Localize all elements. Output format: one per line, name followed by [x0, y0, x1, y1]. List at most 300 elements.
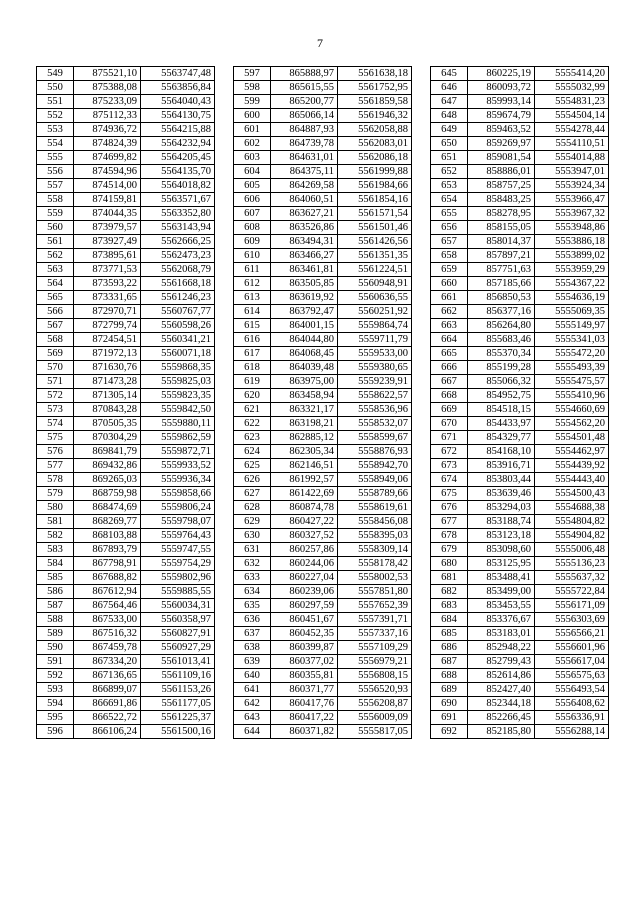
table-row: [37, 95, 215, 109]
point-number-cell: 563: [37, 263, 74, 277]
point-number-cell: 655: [431, 207, 468, 221]
table-row: [431, 319, 609, 333]
x-coordinate-cell: 867459,78: [74, 641, 141, 655]
table-row: [431, 151, 609, 165]
point-number-cell: 667: [431, 375, 468, 389]
x-coordinate-cell: 857897,21: [468, 249, 535, 263]
x-coordinate-cell: 867136,65: [74, 669, 141, 683]
y-coordinate-cell: 5564205,45: [141, 151, 215, 165]
table-row: [37, 585, 215, 599]
point-number-cell: 611: [234, 263, 271, 277]
x-coordinate-cell: 874044,35: [74, 207, 141, 221]
table-row: [234, 599, 412, 613]
x-coordinate-cell: 858483,25: [468, 193, 535, 207]
point-number-cell: 621: [234, 403, 271, 417]
x-coordinate-cell: 867564,46: [74, 599, 141, 613]
x-coordinate-cell: 865615,55: [271, 81, 338, 95]
x-coordinate-cell: 853376,67: [468, 613, 535, 627]
x-coordinate-cell: 870843,28: [74, 403, 141, 417]
table-row: [234, 403, 412, 417]
point-number-cell: 553: [37, 123, 74, 137]
point-number-cell: 591: [37, 655, 74, 669]
coordinates-table-1: [36, 66, 215, 739]
x-coordinate-cell: 867688,82: [74, 571, 141, 585]
table-row: [37, 431, 215, 445]
point-number-cell: 581: [37, 515, 74, 529]
y-coordinate-cell: 5559823,35: [141, 389, 215, 403]
table-row: [431, 67, 609, 81]
table-row: [234, 459, 412, 473]
x-coordinate-cell: 860371,77: [271, 683, 338, 697]
x-coordinate-cell: 852185,80: [468, 725, 535, 739]
y-coordinate-cell: 5556208,87: [338, 697, 412, 711]
x-coordinate-cell: 866522,72: [74, 711, 141, 725]
y-coordinate-cell: 5559885,55: [141, 585, 215, 599]
point-number-cell: 633: [234, 571, 271, 585]
x-coordinate-cell: 863466,27: [271, 249, 338, 263]
y-coordinate-cell: 5555136,23: [535, 557, 609, 571]
x-coordinate-cell: 865066,14: [271, 109, 338, 123]
table-row: [37, 641, 215, 655]
x-coordinate-cell: 874936,72: [74, 123, 141, 137]
x-coordinate-cell: 871630,76: [74, 361, 141, 375]
x-coordinate-cell: 863526,86: [271, 221, 338, 235]
table-row: [431, 585, 609, 599]
x-coordinate-cell: 859463,52: [468, 123, 535, 137]
table-row: [37, 711, 215, 725]
point-number-cell: 617: [234, 347, 271, 361]
x-coordinate-cell: 873895,61: [74, 249, 141, 263]
x-coordinate-cell: 874594,96: [74, 165, 141, 179]
y-coordinate-cell: 5560034,31: [141, 599, 215, 613]
point-number-cell: 670: [431, 417, 468, 431]
y-coordinate-cell: 5558532,07: [338, 417, 412, 431]
table-row: [37, 417, 215, 431]
x-coordinate-cell: 874824,39: [74, 137, 141, 151]
point-number-cell: 685: [431, 627, 468, 641]
x-coordinate-cell: 866899,07: [74, 683, 141, 697]
point-number-cell: 579: [37, 487, 74, 501]
y-coordinate-cell: 5564232,94: [141, 137, 215, 151]
y-coordinate-cell: 5559825,03: [141, 375, 215, 389]
y-coordinate-cell: 5560827,91: [141, 627, 215, 641]
table-row: [234, 641, 412, 655]
table-row: [431, 347, 609, 361]
point-number-cell: 656: [431, 221, 468, 235]
table-row: [37, 235, 215, 249]
x-coordinate-cell: 864044,80: [271, 333, 338, 347]
point-number-cell: 671: [431, 431, 468, 445]
table-row: [37, 627, 215, 641]
x-coordinate-cell: 870505,35: [74, 417, 141, 431]
y-coordinate-cell: 5559711,79: [338, 333, 412, 347]
point-number-cell: 625: [234, 459, 271, 473]
y-coordinate-cell: 5555032,99: [535, 81, 609, 95]
y-coordinate-cell: 5561246,23: [141, 291, 215, 305]
table-row: [431, 473, 609, 487]
y-coordinate-cell: 5555475,57: [535, 375, 609, 389]
y-coordinate-cell: 5561859,58: [338, 95, 412, 109]
x-coordinate-cell: 864039,48: [271, 361, 338, 375]
y-coordinate-cell: 5559533,00: [338, 347, 412, 361]
table-row: [37, 599, 215, 613]
x-coordinate-cell: 860452,35: [271, 627, 338, 641]
x-coordinate-cell: 867798,91: [74, 557, 141, 571]
point-number-cell: 646: [431, 81, 468, 95]
point-number-cell: 573: [37, 403, 74, 417]
table-row: [234, 711, 412, 725]
y-coordinate-cell: 5556575,63: [535, 669, 609, 683]
point-number-cell: 549: [37, 67, 74, 81]
x-coordinate-cell: 875521,10: [74, 67, 141, 81]
x-coordinate-cell: 873331,65: [74, 291, 141, 305]
x-coordinate-cell: 855370,34: [468, 347, 535, 361]
x-coordinate-cell: 860297,59: [271, 599, 338, 613]
y-coordinate-cell: 5560071,18: [141, 347, 215, 361]
point-number-cell: 664: [431, 333, 468, 347]
table-row: [37, 347, 215, 361]
y-coordinate-cell: 5558395,03: [338, 529, 412, 543]
x-coordinate-cell: 865200,77: [271, 95, 338, 109]
table-row: [431, 725, 609, 739]
table-row: [234, 627, 412, 641]
point-number-cell: 556: [37, 165, 74, 179]
point-number-cell: 679: [431, 543, 468, 557]
x-coordinate-cell: 853125,95: [468, 557, 535, 571]
table-row: [234, 473, 412, 487]
x-coordinate-cell: 853803,44: [468, 473, 535, 487]
x-coordinate-cell: 860417,76: [271, 697, 338, 711]
y-coordinate-cell: 5559764,43: [141, 529, 215, 543]
table-row: [37, 655, 215, 669]
point-number-cell: 648: [431, 109, 468, 123]
x-coordinate-cell: 852948,22: [468, 641, 535, 655]
point-number-cell: 663: [431, 319, 468, 333]
x-coordinate-cell: 864887,93: [271, 123, 338, 137]
y-coordinate-cell: 5561999,88: [338, 165, 412, 179]
y-coordinate-cell: 5560598,26: [141, 319, 215, 333]
point-number-cell: 681: [431, 571, 468, 585]
y-coordinate-cell: 5555341,03: [535, 333, 609, 347]
point-number-cell: 616: [234, 333, 271, 347]
table-row: [234, 221, 412, 235]
point-number-cell: 558: [37, 193, 74, 207]
table-row: [37, 403, 215, 417]
y-coordinate-cell: 5561984,66: [338, 179, 412, 193]
x-coordinate-cell: 852427,40: [468, 683, 535, 697]
point-number-cell: 605: [234, 179, 271, 193]
point-number-cell: 615: [234, 319, 271, 333]
table-row: [37, 501, 215, 515]
x-coordinate-cell: 867516,32: [74, 627, 141, 641]
x-coordinate-cell: 860244,06: [271, 557, 338, 571]
point-number-cell: 604: [234, 165, 271, 179]
y-coordinate-cell: 5556493,54: [535, 683, 609, 697]
point-number-cell: 599: [234, 95, 271, 109]
x-coordinate-cell: 864631,01: [271, 151, 338, 165]
y-coordinate-cell: 5564135,70: [141, 165, 215, 179]
point-number-cell: 678: [431, 529, 468, 543]
x-coordinate-cell: 853488,41: [468, 571, 535, 585]
table-row: [234, 263, 412, 277]
point-number-cell: 594: [37, 697, 74, 711]
table-row: [234, 305, 412, 319]
y-coordinate-cell: 5558876,93: [338, 445, 412, 459]
point-number-cell: 582: [37, 529, 74, 543]
point-number-cell: 614: [234, 305, 271, 319]
y-coordinate-cell: 5559862,59: [141, 431, 215, 445]
x-coordinate-cell: 856377,16: [468, 305, 535, 319]
table-row: [37, 697, 215, 711]
table-row: [431, 501, 609, 515]
table-row: [234, 361, 412, 375]
x-coordinate-cell: 859269,97: [468, 137, 535, 151]
y-coordinate-cell: 5557109,29: [338, 641, 412, 655]
x-coordinate-cell: 867893,79: [74, 543, 141, 557]
table-row: [234, 347, 412, 361]
y-coordinate-cell: 5560251,92: [338, 305, 412, 319]
table-row: [431, 641, 609, 655]
y-coordinate-cell: 5554660,69: [535, 403, 609, 417]
y-coordinate-cell: 5561854,16: [338, 193, 412, 207]
y-coordinate-cell: 5559747,55: [141, 543, 215, 557]
page-number: 7: [317, 36, 323, 50]
x-coordinate-cell: 864001,15: [271, 319, 338, 333]
y-coordinate-cell: 5563352,80: [141, 207, 215, 221]
point-number-cell: 593: [37, 683, 74, 697]
point-number-cell: 691: [431, 711, 468, 725]
x-coordinate-cell: 860225,19: [468, 67, 535, 81]
y-coordinate-cell: 5554904,82: [535, 529, 609, 543]
table-row: [234, 319, 412, 333]
table-row: [431, 333, 609, 347]
point-number-cell: 606: [234, 193, 271, 207]
table-row: [37, 459, 215, 473]
table-row: [234, 165, 412, 179]
point-number-cell: 557: [37, 179, 74, 193]
table-row: [37, 221, 215, 235]
table-row: [37, 515, 215, 529]
table-row: [37, 249, 215, 263]
y-coordinate-cell: 5558622,57: [338, 389, 412, 403]
table-row: [234, 683, 412, 697]
x-coordinate-cell: 864068,45: [271, 347, 338, 361]
x-coordinate-cell: 854168,10: [468, 445, 535, 459]
point-number-cell: 554: [37, 137, 74, 151]
table-row: [37, 193, 215, 207]
x-coordinate-cell: 854329,77: [468, 431, 535, 445]
point-number-cell: 634: [234, 585, 271, 599]
x-coordinate-cell: 856850,53: [468, 291, 535, 305]
table-row: [37, 445, 215, 459]
point-number-cell: 668: [431, 389, 468, 403]
y-coordinate-cell: 5560767,77: [141, 305, 215, 319]
table-row: [431, 417, 609, 431]
point-number-cell: 550: [37, 81, 74, 95]
point-number-cell: 688: [431, 669, 468, 683]
point-number-cell: 569: [37, 347, 74, 361]
x-coordinate-cell: 867533,00: [74, 613, 141, 627]
point-number-cell: 684: [431, 613, 468, 627]
y-coordinate-cell: 5562666,25: [141, 235, 215, 249]
point-number-cell: 666: [431, 361, 468, 375]
y-coordinate-cell: 5559864,74: [338, 319, 412, 333]
point-number-cell: 585: [37, 571, 74, 585]
table-row: [37, 81, 215, 95]
point-number-cell: 574: [37, 417, 74, 431]
point-number-cell: 637: [234, 627, 271, 641]
y-coordinate-cell: 5556566,21: [535, 627, 609, 641]
x-coordinate-cell: 853639,46: [468, 487, 535, 501]
coordinates-table-2: [233, 66, 412, 739]
table-row: [234, 487, 412, 501]
x-coordinate-cell: 852344,18: [468, 697, 535, 711]
point-number-cell: 559: [37, 207, 74, 221]
point-number-cell: 683: [431, 599, 468, 613]
point-number-cell: 571: [37, 375, 74, 389]
x-coordinate-cell: 873927,49: [74, 235, 141, 249]
table-row: [431, 459, 609, 473]
point-number-cell: 602: [234, 137, 271, 151]
x-coordinate-cell: 853183,01: [468, 627, 535, 641]
x-coordinate-cell: 860257,86: [271, 543, 338, 557]
y-coordinate-cell: 5559868,35: [141, 361, 215, 375]
y-coordinate-cell: 5555817,05: [338, 725, 412, 739]
point-number-cell: 680: [431, 557, 468, 571]
x-coordinate-cell: 857185,66: [468, 277, 535, 291]
point-number-cell: 623: [234, 431, 271, 445]
x-coordinate-cell: 860417,22: [271, 711, 338, 725]
y-coordinate-cell: 5555410,96: [535, 389, 609, 403]
point-number-cell: 565: [37, 291, 74, 305]
y-coordinate-cell: 5561013,41: [141, 655, 215, 669]
point-number-cell: 630: [234, 529, 271, 543]
point-number-cell: 657: [431, 235, 468, 249]
point-number-cell: 601: [234, 123, 271, 137]
y-coordinate-cell: 5561571,54: [338, 207, 412, 221]
x-coordinate-cell: 874159,81: [74, 193, 141, 207]
x-coordinate-cell: 868474,69: [74, 501, 141, 515]
table-row: [431, 627, 609, 641]
point-number-cell: 552: [37, 109, 74, 123]
point-number-cell: 653: [431, 179, 468, 193]
x-coordinate-cell: 858278,95: [468, 207, 535, 221]
x-coordinate-cell: 873771,53: [74, 263, 141, 277]
x-coordinate-cell: 862146,51: [271, 459, 338, 473]
point-number-cell: 676: [431, 501, 468, 515]
point-number-cell: 588: [37, 613, 74, 627]
table-row: [37, 529, 215, 543]
table-row: [234, 557, 412, 571]
x-coordinate-cell: 858014,37: [468, 235, 535, 249]
table-row: [37, 571, 215, 585]
point-number-cell: 577: [37, 459, 74, 473]
table-row: [234, 375, 412, 389]
table-row: [234, 389, 412, 403]
x-coordinate-cell: 853499,00: [468, 585, 535, 599]
table-row: [37, 557, 215, 571]
point-number-cell: 641: [234, 683, 271, 697]
y-coordinate-cell: 5554636,19: [535, 291, 609, 305]
table-row: [37, 179, 215, 193]
x-coordinate-cell: 854433,97: [468, 417, 535, 431]
x-coordinate-cell: 863198,21: [271, 417, 338, 431]
x-coordinate-cell: 857751,63: [468, 263, 535, 277]
y-coordinate-cell: 5555414,20: [535, 67, 609, 81]
y-coordinate-cell: 5559858,66: [141, 487, 215, 501]
point-number-cell: 624: [234, 445, 271, 459]
x-coordinate-cell: 861422,69: [271, 487, 338, 501]
point-number-cell: 584: [37, 557, 74, 571]
x-coordinate-cell: 862305,34: [271, 445, 338, 459]
table-row: [234, 725, 412, 739]
y-coordinate-cell: 5555006,48: [535, 543, 609, 557]
table-row: [431, 389, 609, 403]
y-coordinate-cell: 5564018,82: [141, 179, 215, 193]
table-row: [37, 361, 215, 375]
x-coordinate-cell: 867334,20: [74, 655, 141, 669]
point-number-cell: 596: [37, 725, 74, 739]
y-coordinate-cell: 5553959,29: [535, 263, 609, 277]
x-coordinate-cell: 874514,00: [74, 179, 141, 193]
table-row: [37, 123, 215, 137]
x-coordinate-cell: 868103,88: [74, 529, 141, 543]
x-coordinate-cell: 863505,85: [271, 277, 338, 291]
coordinates-table-3: [430, 66, 609, 739]
y-coordinate-cell: 5556601,96: [535, 641, 609, 655]
y-coordinate-cell: 5553966,47: [535, 193, 609, 207]
point-number-cell: 635: [234, 599, 271, 613]
y-coordinate-cell: 5558178,42: [338, 557, 412, 571]
point-number-cell: 675: [431, 487, 468, 501]
point-number-cell: 570: [37, 361, 74, 375]
y-coordinate-cell: 5554462,97: [535, 445, 609, 459]
point-number-cell: 613: [234, 291, 271, 305]
y-coordinate-cell: 5556288,14: [535, 725, 609, 739]
x-coordinate-cell: 858886,01: [468, 165, 535, 179]
y-coordinate-cell: 5553948,86: [535, 221, 609, 235]
point-number-cell: 674: [431, 473, 468, 487]
table-row: [431, 193, 609, 207]
x-coordinate-cell: 859081,54: [468, 151, 535, 165]
table-row: [431, 277, 609, 291]
y-coordinate-cell: 5555149,97: [535, 319, 609, 333]
x-coordinate-cell: 860093,72: [468, 81, 535, 95]
point-number-cell: 572: [37, 389, 74, 403]
x-coordinate-cell: 860451,67: [271, 613, 338, 627]
y-coordinate-cell: 5561752,95: [338, 81, 412, 95]
x-coordinate-cell: 863494,31: [271, 235, 338, 249]
y-coordinate-cell: 5562068,79: [141, 263, 215, 277]
y-coordinate-cell: 5558619,61: [338, 501, 412, 515]
y-coordinate-cell: 5554501,48: [535, 431, 609, 445]
point-number-cell: 652: [431, 165, 468, 179]
y-coordinate-cell: 5554504,14: [535, 109, 609, 123]
y-coordinate-cell: 5559802,96: [141, 571, 215, 585]
y-coordinate-cell: 5554804,82: [535, 515, 609, 529]
table-row: [37, 305, 215, 319]
table-row: [431, 81, 609, 95]
table-row: [234, 123, 412, 137]
point-number-cell: 580: [37, 501, 74, 515]
y-coordinate-cell: 5562473,23: [141, 249, 215, 263]
point-number-cell: 607: [234, 207, 271, 221]
table-row: [234, 109, 412, 123]
y-coordinate-cell: 5556520,93: [338, 683, 412, 697]
table-row: [431, 515, 609, 529]
point-number-cell: 618: [234, 361, 271, 375]
y-coordinate-cell: 5560341,21: [141, 333, 215, 347]
